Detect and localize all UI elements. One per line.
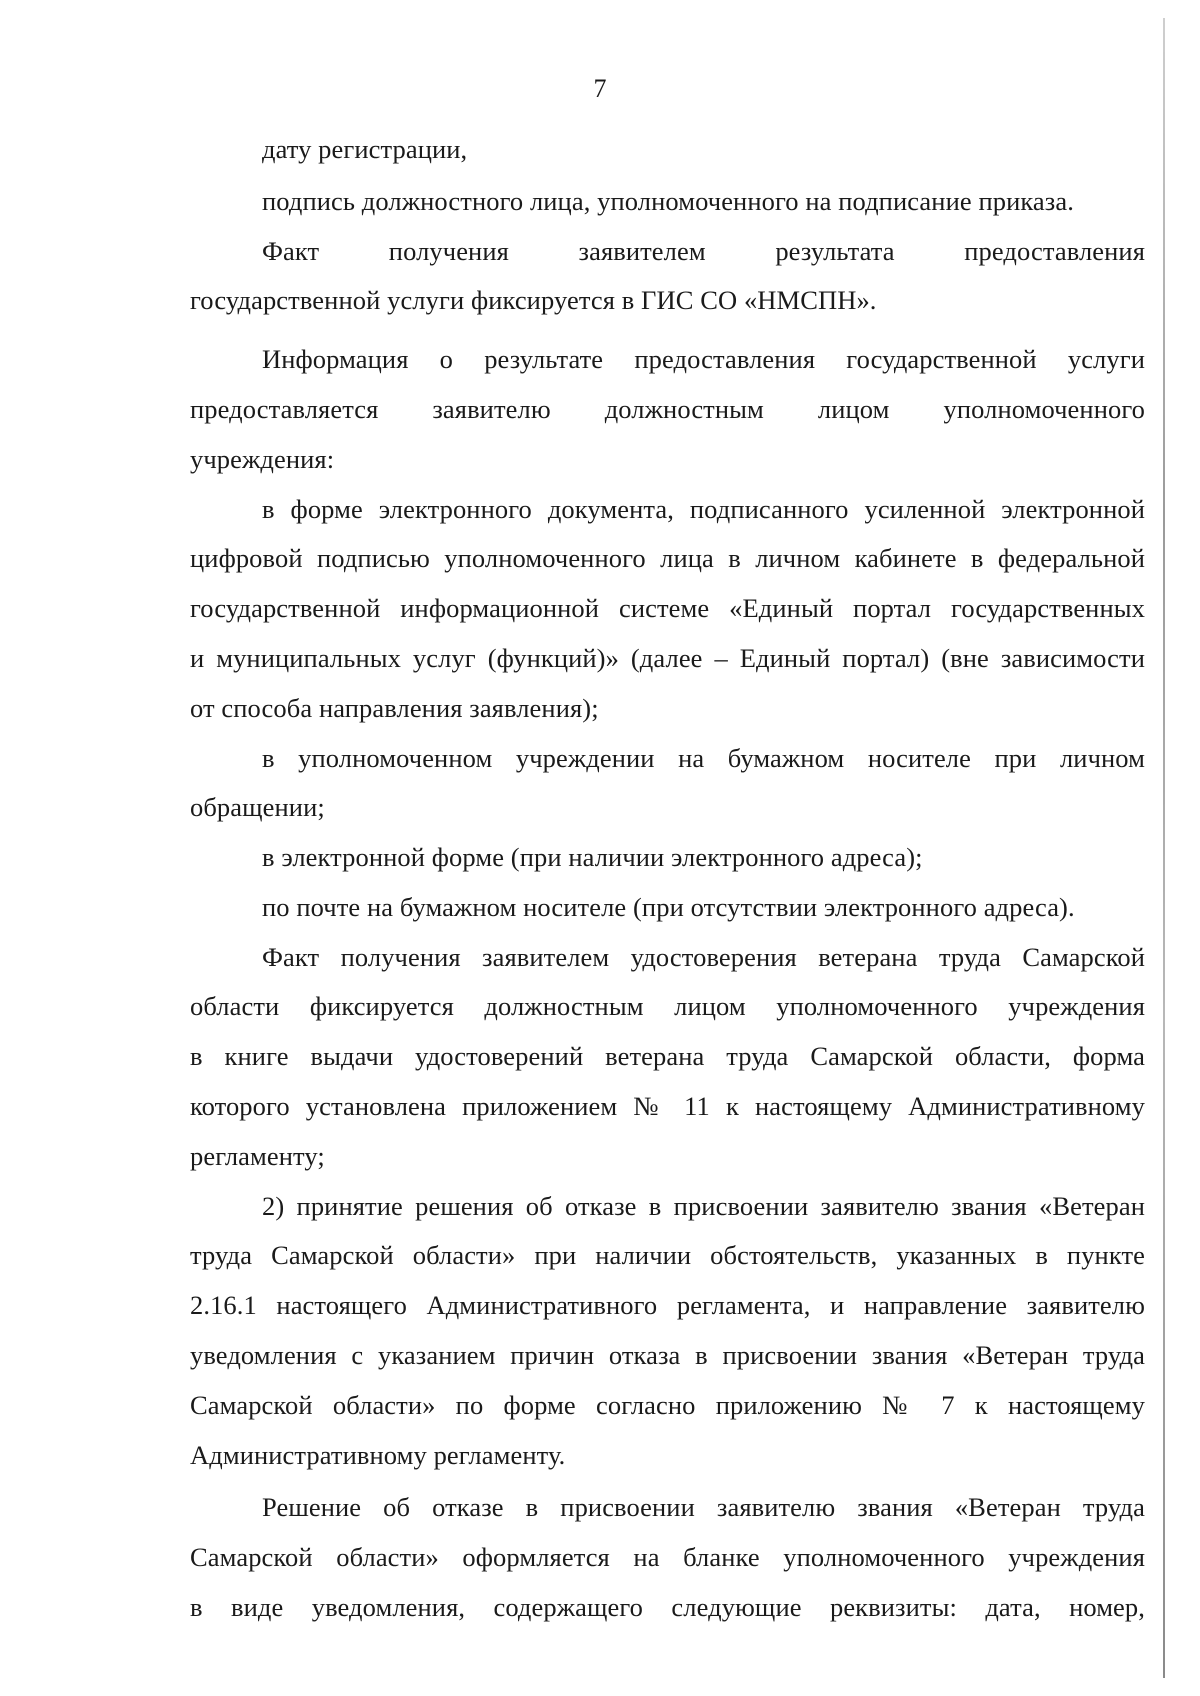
text-line: уведомления с указанием причин отказа в присвоении звания «Ветеран труда — [190, 1340, 1145, 1370]
page-number: 7 — [593, 74, 607, 103]
text-line: государственной информационной системе «Единый портал государственных — [190, 593, 1145, 623]
text-line: Факт получения заявителем удостоверения ветерана труда Самарской — [262, 942, 1145, 972]
text-line: обращении; — [190, 792, 325, 822]
text-line: в уполномоченном учреждении на бумажном носителе при личном — [262, 743, 1145, 773]
text-line: труда Самарской области» при наличии обстоятельств, указанных в пункте — [190, 1240, 1145, 1270]
text-line: государственной услуги фиксируется в ГИС СО «НМСПН». — [190, 285, 877, 315]
text-line: Решение об отказе в присвоении заявителю звания «Ветеран труда — [262, 1492, 1145, 1522]
text-line: в книге выдачи удостоверений ветерана труда Самарской области, форма — [190, 1041, 1145, 1071]
text-line: которого установлена приложением № 11 к настоящему Административному — [190, 1091, 1145, 1121]
text-line: области фиксируется должностным лицом уполномоченного учреждения — [190, 991, 1145, 1021]
text-line: в виде уведомления, содержащего следующие реквизиты: дата, номер, — [190, 1592, 1145, 1622]
text-line: дату регистрации, — [262, 134, 468, 164]
text-line: в форме электронного документа, подписанного усиленной электронной — [262, 494, 1145, 524]
text-line: и муниципальных услуг (функций)» (далее – Единый портал) (вне зависимости — [190, 643, 1145, 673]
text-line: Самарской области» по форме согласно приложению № 7 к настоящему — [190, 1390, 1145, 1420]
text-line: Самарской области» оформляется на бланке уполномоченного учреждения — [190, 1542, 1145, 1572]
scan-edge-line — [1163, 18, 1165, 1678]
text-line: регламенту; — [190, 1141, 325, 1171]
text-line: учреждения: — [190, 444, 335, 474]
text-line: 2) принятие решения об отказе в присвоении заявителю звания «Ветеран — [262, 1191, 1145, 1221]
text-line: Информация о результате предоставления государственной услуги — [262, 344, 1145, 374]
text-line: подпись должностного лица, уполномоченного на подписание приказа. — [262, 186, 1074, 216]
text-line: 2.16.1 настоящего Административного регламента, и направление заявителю — [190, 1290, 1145, 1320]
text-line: в электронной форме (при наличии электронного адреса); — [262, 842, 923, 872]
text-line: цифровой подписью уполномоченного лица в личном кабинете в федеральной — [190, 543, 1145, 573]
text-line: от способа направления заявления); — [190, 693, 599, 723]
text-line: Факт получения заявителем результата предоставления — [262, 236, 1145, 266]
text-line: по почте на бумажном носителе (при отсутствии электронного адреса). — [262, 892, 1075, 922]
text-line: предоставляется заявителю должностным лицом уполномоченного — [190, 394, 1145, 424]
text-line: Административному регламенту. — [190, 1440, 566, 1470]
